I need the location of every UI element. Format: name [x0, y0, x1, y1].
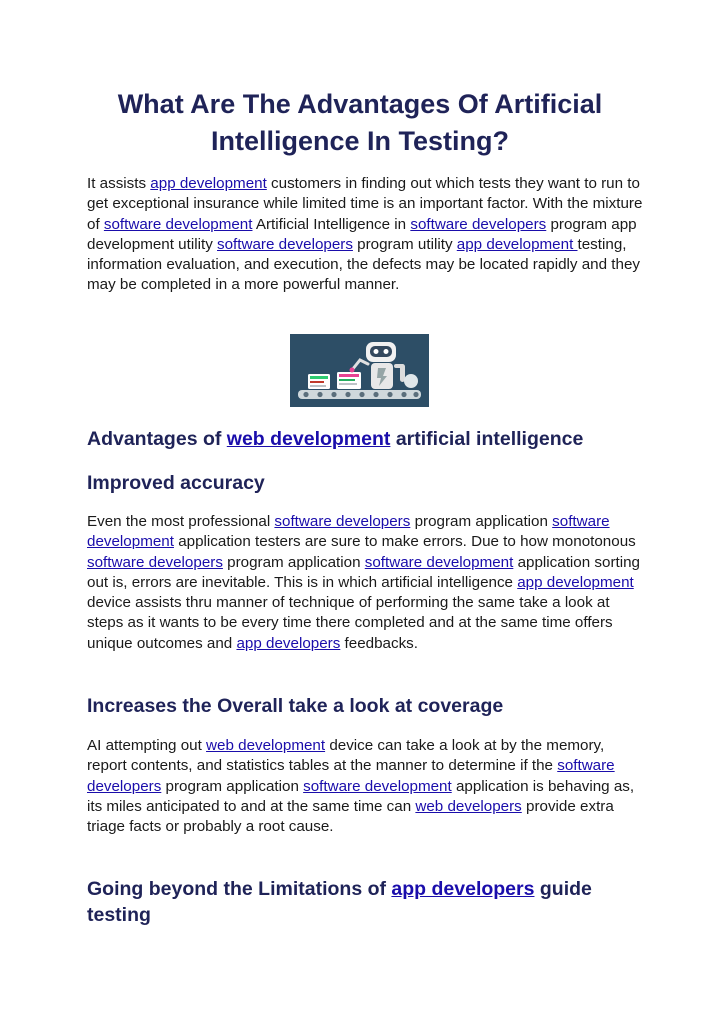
text-segment: It assists	[87, 175, 151, 192]
robot-conveyor-icon	[290, 334, 429, 407]
text-segment: application sorting out is, errors are inevitable. This is in which artificial intelligence	[87, 553, 640, 591]
link-software-developers[interactable]: software developers	[274, 513, 411, 530]
text-segment: AI attempting out	[87, 737, 207, 754]
text-segment: Artificial Intelligence in	[252, 215, 411, 233]
link-web-development[interactable]: web development	[226, 428, 391, 450]
link-app-developers[interactable]: app developers	[391, 878, 535, 900]
intro-paragraph	[87, 174, 647, 296]
link-app-developers[interactable]: app developers	[236, 634, 341, 652]
text-segment: provide extra triage facts or probably a root cause.	[87, 797, 614, 836]
text-segment: Even the most professional	[87, 513, 275, 530]
text-segment: program application	[161, 777, 304, 795]
text-segment: device assists thru manner of technique of performing the same take a look at steps as it wants to be every time there completed and at the same time offers unique outcomes and	[87, 594, 613, 652]
text-segment: feedbacks.	[340, 634, 418, 652]
link-software-developers[interactable]: software developers	[217, 235, 353, 253]
link-app-development[interactable]: app development	[456, 235, 578, 253]
text-segment: artificial intelligence	[390, 428, 584, 450]
text-segment: application is behaving as, its miles anticipated to and at the same time can	[87, 777, 635, 815]
link-app-development[interactable]: app development	[150, 175, 267, 192]
text-segment: testing, information evaluation, and execution, the defects may be located rapidly and they may be completed in a more powerful manner.	[87, 235, 641, 294]
text-segment: application testers are sure to make errors. Due to how monotonous	[173, 533, 636, 551]
text-segment: program app development utility	[87, 215, 637, 253]
text-segment: Advantages of	[87, 428, 227, 450]
text-segment: program application	[410, 513, 553, 530]
heading-improved-accuracy: Improved accuracy	[87, 472, 265, 494]
link-software-development[interactable]: software development	[303, 777, 452, 795]
text-segment: Going beyond the Limitations of	[87, 878, 392, 900]
text-segment: program utility	[352, 235, 457, 253]
link-software-developers[interactable]: software developers	[87, 757, 615, 795]
link-software-developers[interactable]: software developers	[410, 215, 547, 233]
heading-coverage: Increases the Overall take a look at coverage	[87, 695, 504, 717]
robot-conveyor-illustration	[290, 334, 429, 407]
link-software-development[interactable]: software development	[364, 553, 514, 571]
link-software-development[interactable]: software development	[103, 215, 253, 233]
text-segment: guide testing	[87, 878, 592, 926]
link-software-developers[interactable]: software developers	[87, 553, 223, 571]
text-segment: program application	[222, 553, 365, 571]
link-web-development[interactable]: web development	[206, 737, 326, 754]
heading-limitations	[87, 876, 647, 928]
section-heading-advantages	[87, 426, 667, 452]
improved-accuracy-paragraph	[87, 512, 647, 654]
link-app-development[interactable]: app development	[517, 573, 634, 591]
coverage-paragraph	[87, 736, 647, 837]
text-segment: device can take a look at by the memory, report contents, and statistics tables at the manner to determine if the	[87, 737, 605, 775]
link-web-developers[interactable]: web developers	[415, 797, 522, 815]
link-software-development[interactable]: software development	[87, 513, 610, 551]
text-segment: customers in finding out which tests they want to run to get exceptional insurance while limited time is an important factor. With the mixture of	[87, 175, 643, 233]
page-title: What Are The Advantages Of Artificial Intelligence In Testing?	[117, 89, 603, 156]
